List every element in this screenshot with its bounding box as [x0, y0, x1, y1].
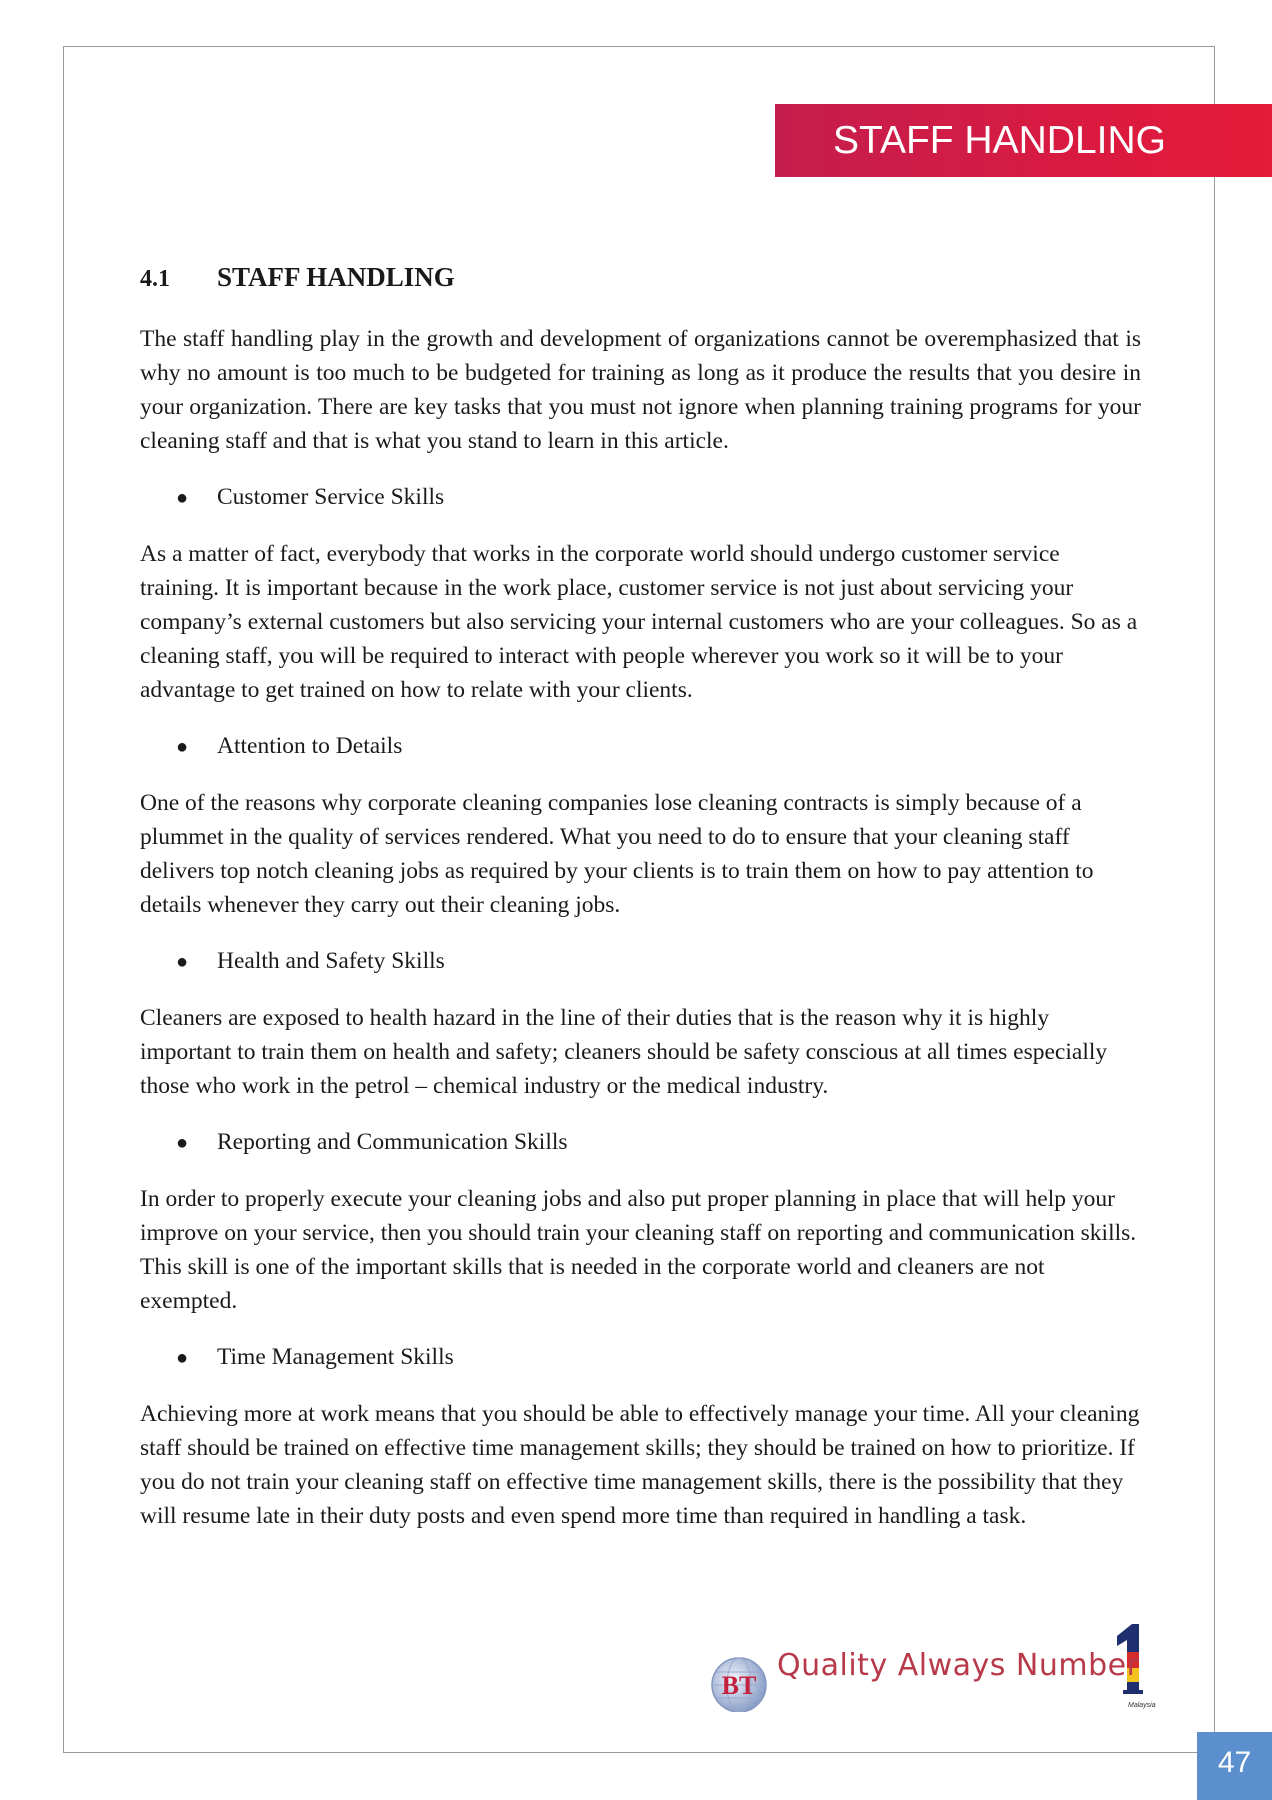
intro-paragraph: The staff handling play in the growth and development of organizations cannot be overemphasized that is why no amount is too much to be budgeted for training as long as it produce the results that you desire in your organization. There are key tasks that you must not ignore when planning training programs for your cleaning staff and that is what you stand to learn in this article. [140, 326, 1141, 454]
topic-paragraph: As a matter of fact, everybody that works in the corporate world should undergo customer service training. It is important because in the work place, customer service is not just about servicing your company’s external customers but also servicing your internal customers who are your colleagues. So as a cleaning staff, you will be required to interact with people wherever you work so it will be to your advantage to get trained on how to relate with your clients. [140, 541, 1138, 703]
bullet-label: Customer Service Skills [217, 484, 445, 510]
bullet-icon: ● [176, 736, 189, 758]
topic-paragraph: Cleaners are exposed to health hazard in the line of their duties that is the reason why it is highly important to train them on health and safety; cleaners should be safety conscious at all times especially those who work in the petrol – chemical industry or the medical industry. [140, 1005, 1108, 1099]
bullet-item [140, 729, 1141, 764]
section-number: 4.1 [140, 266, 170, 292]
bullet-label: Time Management Skills [217, 1344, 454, 1370]
bullet-item [140, 1340, 1141, 1375]
bullet-icon: ● [176, 1347, 189, 1369]
topic-paragraph: One of the reasons why corporate cleaning companies lose cleaning contracts is simply because of a plummet in the quality of services rendered. What you need to do to ensure that your cleaning staff delivers top notch cleaning jobs as required by your clients is to train them on how to pay attention to details whenever they carry out their cleaning jobs. [140, 790, 1094, 918]
bullet-label: Reporting and Communication Skills [217, 1129, 568, 1155]
bullet-item [140, 944, 1141, 979]
topic-paragraph: Achieving more at work means that you should be able to effectively manage your time. All your cleaning staff should be trained on effective time management skills; they should be trained on how to prioritize. If you do not train your cleaning staff on effective time management skills, there is the possibility that they will resume late in their duty posts and even spend more time than required in handling a task. [140, 1401, 1140, 1529]
banner-title: STAFF HANDLING [833, 119, 1166, 162]
header-banner [775, 104, 1272, 177]
logo-text: Quality Always Number [777, 1648, 1140, 1683]
logo-emblem-text: BT [721, 1671, 757, 1700]
bullet-item [140, 480, 1141, 515]
section-heading [140, 262, 455, 293]
bullet-icon: ● [176, 487, 189, 509]
article-body [140, 322, 1141, 1555]
bullet-icon: ● [176, 951, 189, 973]
section-title: STAFF HANDLING [217, 262, 455, 292]
bullet-icon: ● [176, 1132, 189, 1154]
logo-subtext: Malaysia [1128, 1702, 1156, 1709]
topic-paragraph: In order to properly execute your cleaning jobs and also put proper planning in place that will help your improve on your service, then you should train your cleaning staff on reporting and communication skills. This skill is one of the important skills that is needed in the corporate world and cleaners are not exempted. [140, 1186, 1137, 1314]
bullet-item [140, 1125, 1141, 1160]
bullet-label: Attention to Details [217, 733, 403, 759]
page-number: 47 [1197, 1732, 1272, 1800]
bullet-label: Health and Safety Skills [217, 948, 445, 974]
company-logo [701, 1622, 1181, 1712]
